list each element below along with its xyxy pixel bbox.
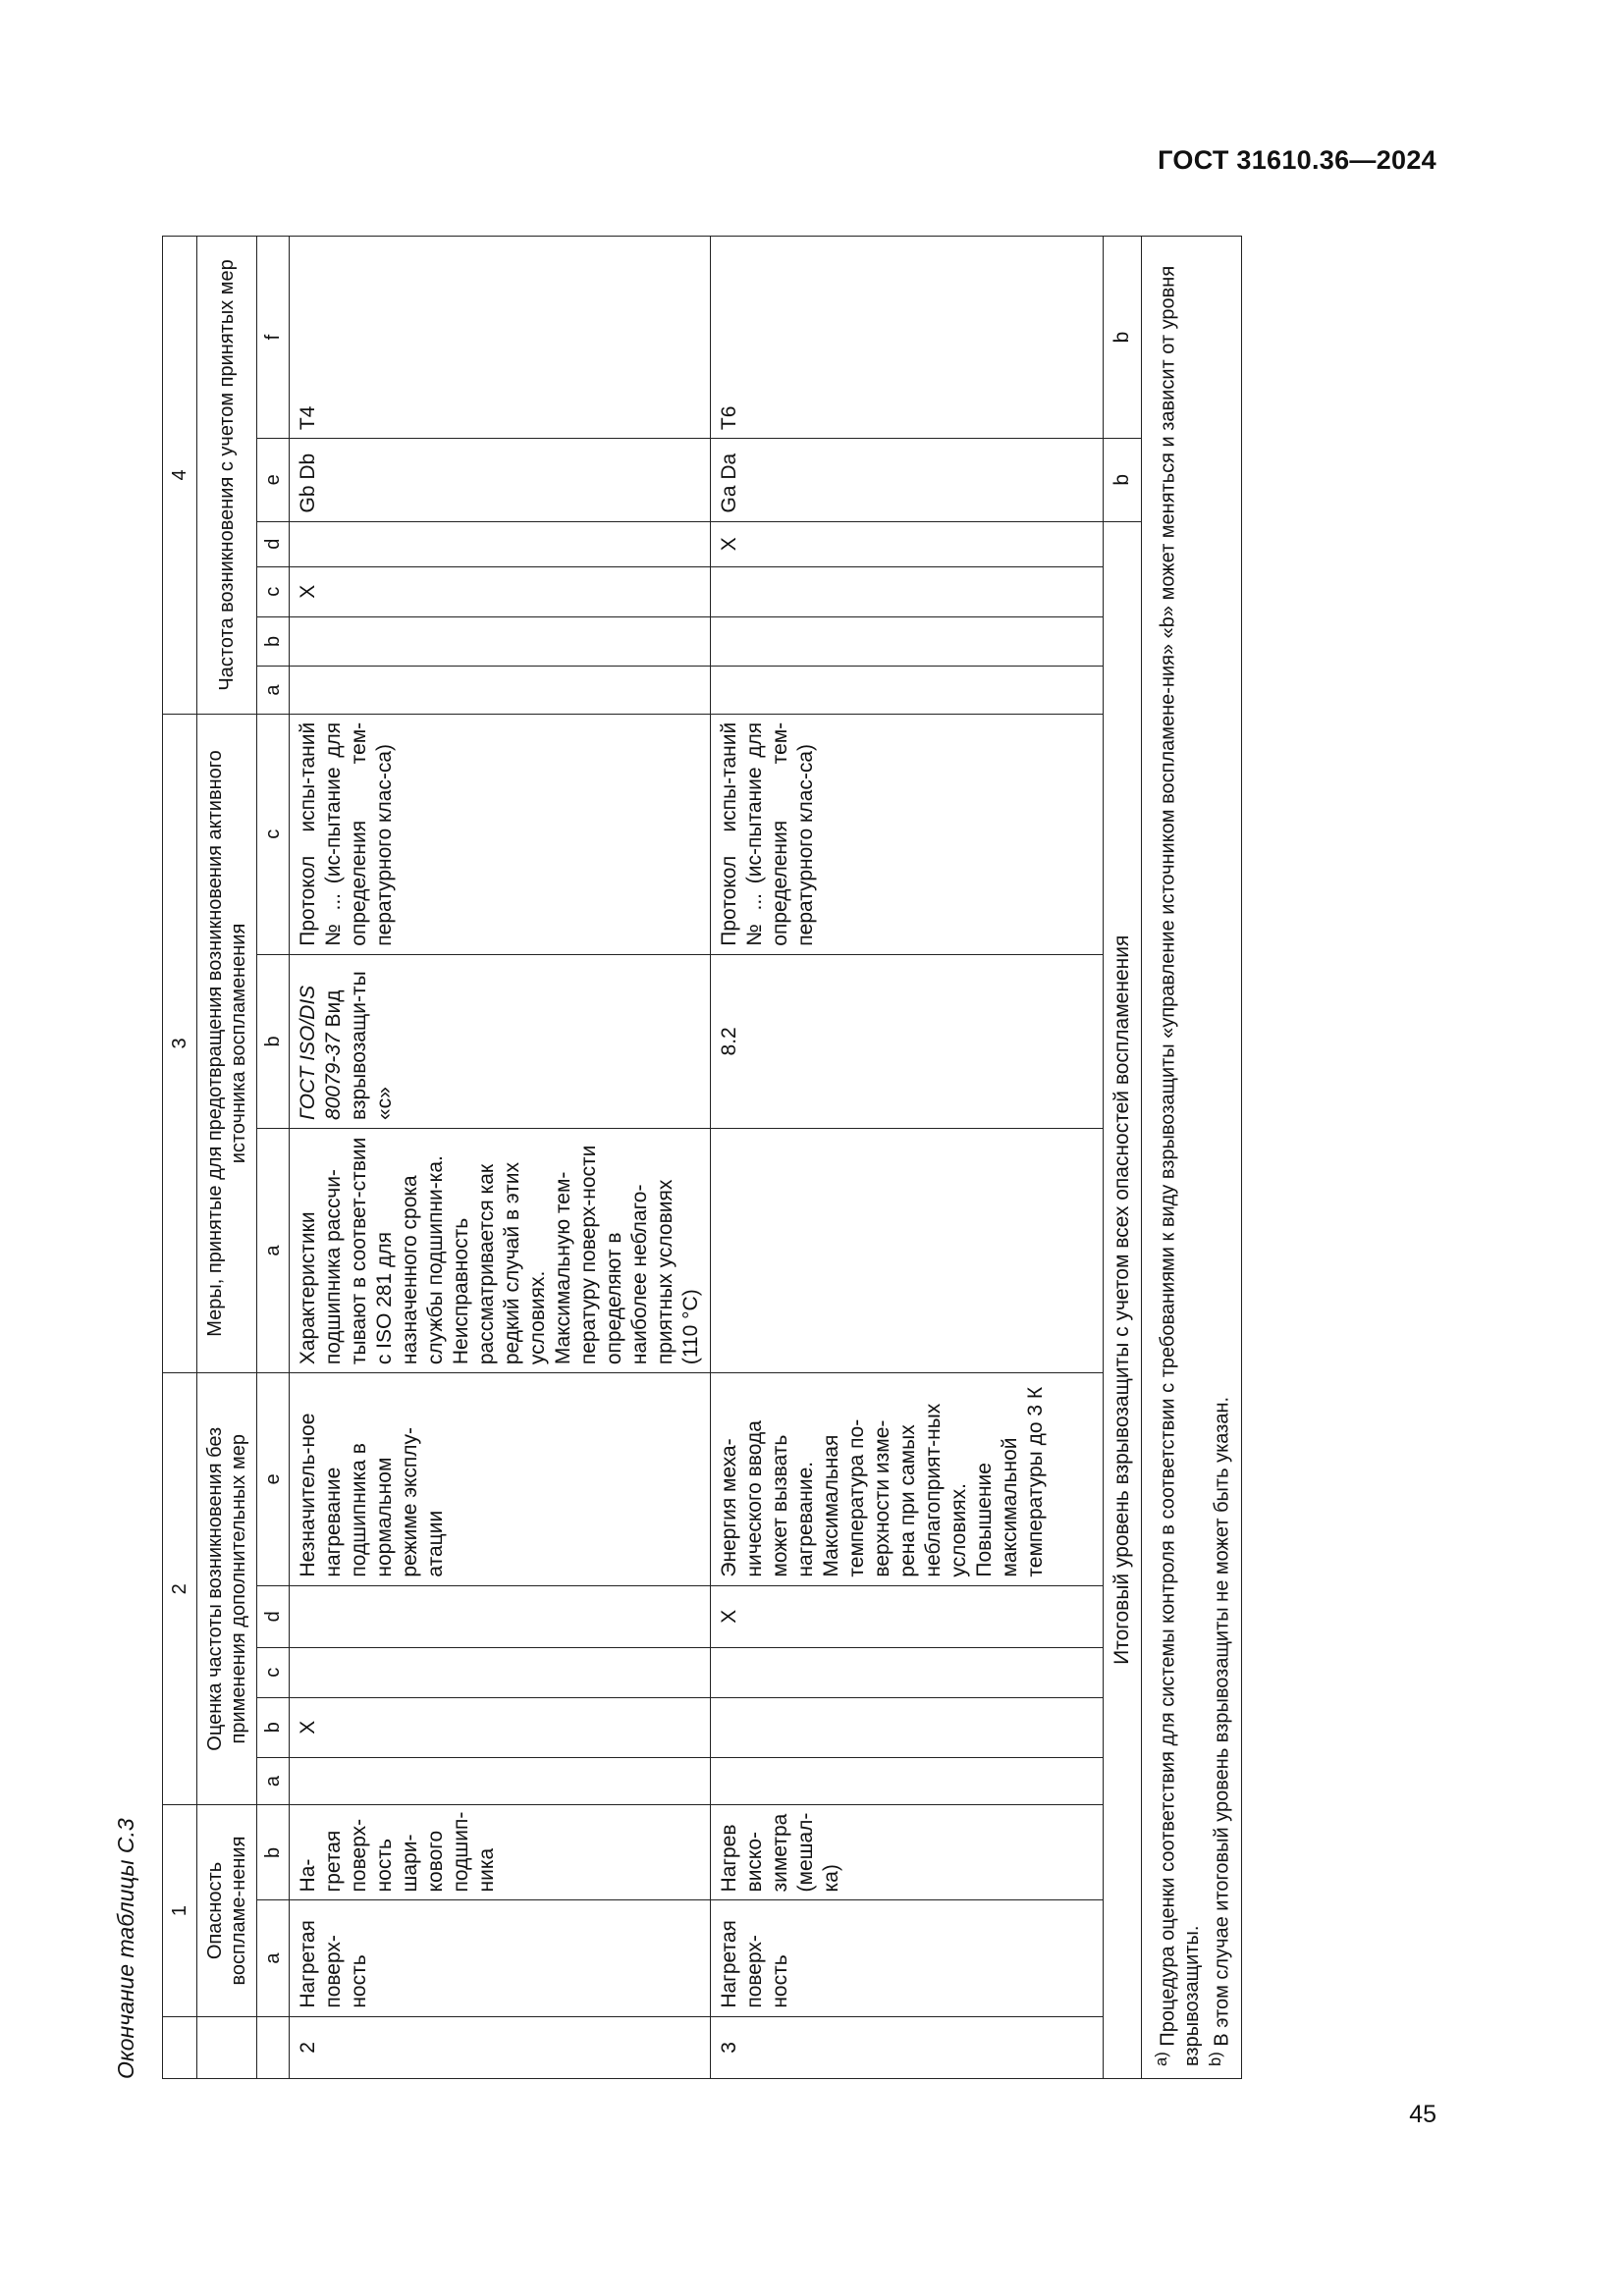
sub-header-2c: c <box>257 1647 290 1697</box>
column-number-3: 3 <box>163 714 197 1372</box>
header-empty <box>197 2016 257 2078</box>
cell-freq-b <box>711 1697 1104 1757</box>
rotated-table-area <box>113 116 1488 2079</box>
footnote-a-text: Процедура оценки соответствия для системы контроля в соответствии с требованиями к виду взрывозащиты «управление источником воспламене-ния» «b» может меняться и зависит от уровня взрывозащиты. <box>1157 265 1203 2066</box>
standard-reference: ГОСТ ISO/DIS 80079-37 <box>297 985 345 1121</box>
cell-result-a <box>711 667 1104 715</box>
total-label: Итоговый уровень взрывозащиты с учетом всех опасностей воспламенения <box>1104 521 1142 2078</box>
sub-header-3a: a <box>257 1129 290 1373</box>
header-frequency-with-measures: Частота возникновения с учетом принятых мер <box>197 237 257 715</box>
cell-hazard-b: На-гретая поверх-ность шари-кового подшип-ника <box>290 1805 711 1900</box>
sub-header-4b: b <box>257 616 290 667</box>
cell-freq-d: X <box>711 1585 1104 1647</box>
sub-header-2b: b <box>257 1697 290 1757</box>
cell-result-f: T4 <box>290 237 711 439</box>
sub-header-3b: b <box>257 954 290 1128</box>
cell-result-d: X <box>711 521 1104 566</box>
cell-freq-d <box>290 1585 711 1647</box>
column-number-4: 4 <box>163 237 197 715</box>
page-number: 45 <box>1409 2101 1436 2128</box>
cell-result-b <box>290 616 711 667</box>
sub-header-1a: a <box>257 1900 290 2016</box>
footnote-b <box>1204 248 1234 2066</box>
cell-result-f: T6 <box>711 237 1104 439</box>
document-code: ГОСТ 31610.36—2024 <box>1158 145 1436 175</box>
total-result-f: b <box>1104 237 1142 439</box>
cell-freq-e: Энергия меха-нического ввода может вызвать нагревание. Максимальная температура по-верхности изме-рена при самых неблагоприят-ных условиях. Повышение максимальной температуры до 3 К <box>711 1373 1104 1585</box>
cell-result-c: X <box>290 566 711 616</box>
cell-result-e: Ga Da <box>711 439 1104 521</box>
cell-result-e: Gb Db <box>290 439 711 521</box>
sub-header-1b: b <box>257 1805 290 1900</box>
hazard-table <box>162 236 1242 2079</box>
footnote-a-mark: a) <box>1152 2052 1170 2066</box>
cell-result-b <box>711 616 1104 667</box>
sub-header-4a: a <box>257 667 290 715</box>
footnote-b-text: В этом случае итоговый уровень взрывозащиты не может быть указан. <box>1211 1396 1233 2047</box>
cell-freq-a <box>711 1757 1104 1805</box>
row-number: 3 <box>711 2016 1104 2078</box>
footnotes-cell <box>1142 237 1242 2079</box>
cell-measures-b <box>290 954 711 1128</box>
sub-header-empty <box>257 2016 290 2078</box>
cell-freq-c <box>290 1647 711 1697</box>
table-row <box>711 237 1104 2079</box>
column-number-empty <box>163 2016 197 2078</box>
sub-header-row <box>257 237 290 2079</box>
cell-measures-b <box>711 954 1104 1128</box>
table-caption: Окончание таблицы С.3 <box>113 1818 138 2079</box>
cell-measures-a <box>711 1129 1104 1373</box>
cell-freq-a <box>290 1757 711 1805</box>
table-row <box>290 237 711 2079</box>
cell-freq-c <box>711 1647 1104 1697</box>
footnote-b-mark: b) <box>1205 2052 1224 2066</box>
footnotes-row <box>1142 237 1242 2079</box>
header-frequency-without-measures: Оценка частоты возникновения без применения дополнительных мер <box>197 1373 257 1805</box>
column-number-row <box>163 237 197 2079</box>
cell-freq-b: X <box>290 1697 711 1757</box>
cell-hazard-b: Нагрев виско-зиметра (мешал-ка) <box>711 1805 1104 1900</box>
cell-hazard-a: Нагретая поверх-ность <box>290 1900 711 2016</box>
sub-header-2d: d <box>257 1585 290 1647</box>
header-measures-taken: Меры, принятые для предотвращения возникновения активного источника воспламенения <box>197 714 257 1372</box>
sub-header-3c: c <box>257 714 290 954</box>
cell-result-d <box>290 521 711 566</box>
cell-result-c <box>711 566 1104 616</box>
footnote-a <box>1150 248 1204 2066</box>
total-row <box>1104 237 1142 2079</box>
protection-type: Вид взрывозащи-ты «с» <box>322 971 396 1121</box>
cell-measures-c: Протокол испы-таний № ... (ис-пытание для определения тем-пературного клас-са) <box>711 714 1104 954</box>
column-number-2: 2 <box>163 1373 197 1805</box>
cell-freq-e: Незначитель-ное нагревание подшипника в нормальном режиме эксплу-атации <box>290 1373 711 1585</box>
cell-result-a <box>290 667 711 715</box>
total-result-e: b <box>1104 439 1142 521</box>
sub-header-2a: a <box>257 1757 290 1805</box>
row-number: 2 <box>290 2016 711 2078</box>
sub-header-4e: e <box>257 439 290 521</box>
cell-hazard-a: Нагретая поверх-ность <box>711 1900 1104 2016</box>
cell-measures-a: Характеристики подшипника рассчи-тывают в соответ-ствии с ISO 281 для назначенного срока службы подшипни-ка. Неисправность рассматривается как редкий случай в этих условиях. Максимальную тем-пературу поверх-ности определяют в наиболее неблаго-приятных условиях (110 °С) <box>290 1129 711 1373</box>
sub-header-4f: f <box>257 237 290 439</box>
sub-header-4d: d <box>257 521 290 566</box>
section-reference: 8.2 <box>718 1027 740 1056</box>
sub-header-2e: e <box>257 1373 290 1585</box>
cell-measures-c: Протокол испы-таний № ... (ис-пытание для определения тем-пературного клас-са) <box>290 714 711 954</box>
header-ignition-hazard: Опасность воспламе-нения <box>197 1805 257 2016</box>
column-header-row <box>197 237 257 2079</box>
column-number-1: 1 <box>163 1805 197 2016</box>
sub-header-4c: c <box>257 566 290 616</box>
